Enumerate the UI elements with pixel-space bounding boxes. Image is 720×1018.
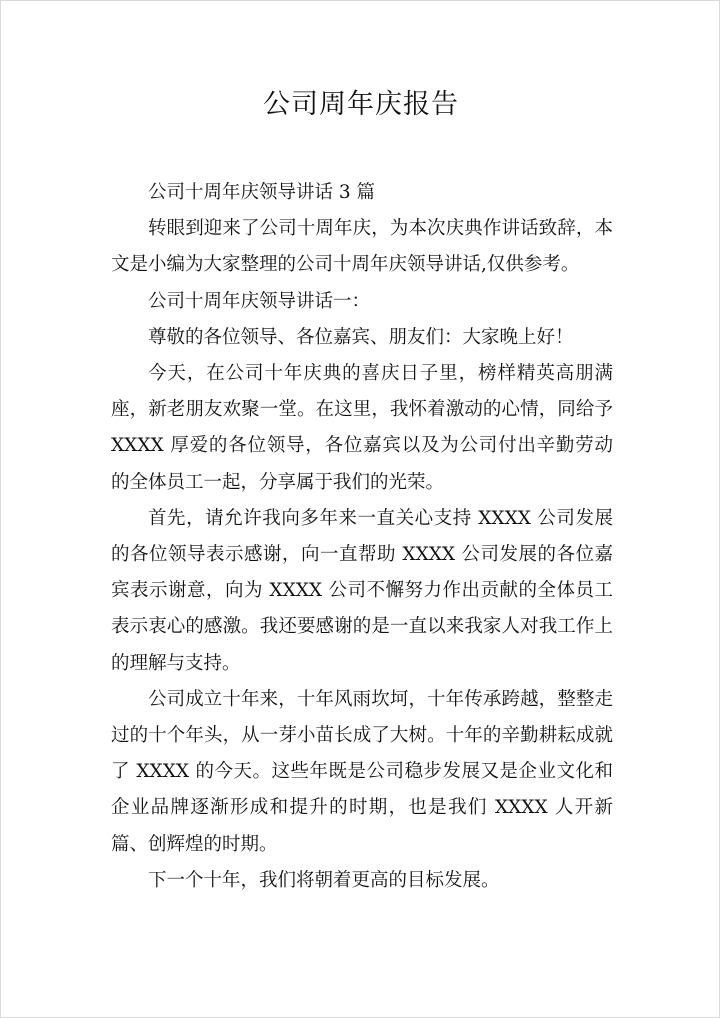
paragraph-intro: 转眼到迎来了公司十周年庆，为本次庆典作讲话致辞，本文是小编为大家整理的公司十周年庆领导讲话,仅供参考。 [111, 218, 613, 276]
paragraph-subtitle: 公司十周年庆领导讲话 3 篇 [148, 182, 376, 203]
paragraph-greeting: 尊敬的各位领导、各位嘉宾、朋友们：大家晚上好！ [148, 326, 574, 348]
paragraph-thanks: 首先，请允许我向多年来一直关心支持 XXXX 公司发展的各位领导表示感谢，向一直帮助 XXXX 公司发展的各位嘉宾表示谢意，向为 XXXX 公司不懈努力作出贡献的全体员工表示衷心的感激。我还要感谢的是一直以来我家人对我工作上的理解与支持。 [111, 507, 613, 674]
paragraph-speech-heading: 公司十周年庆领导讲话一： [148, 290, 371, 312]
paragraph-next-decade: 下一个十年，我们将朝着更高的目标发展。 [148, 869, 500, 891]
paragraph-today: 今天，在公司十年庆典的喜庆日子里，榜样精英高朋满座，新老朋友欢聚一堂。在这里，我怀着激动的心情，同给予 XXXX 厚爱的各位领导，各位嘉宾以及为公司付出辛勤劳动的全体员工一起，分享属于我们的光荣。 [111, 363, 613, 493]
document-title: 公司周年庆报告 [263, 89, 459, 120]
paragraph-ten-years: 公司成立十年来，十年风雨坎坷，十年传承跨越，整整走过的十个年头，从一芽小苗长成了大树。十年的辛勤耕耘成就了 XXXX 的今天。这些年既是公司稳步发展又是企业文化和企业品牌逐渐形成和提升的时期，也是我们 XXXX 人开新篇、创辉煌的时期。 [111, 688, 613, 855]
document-body [111, 175, 613, 899]
